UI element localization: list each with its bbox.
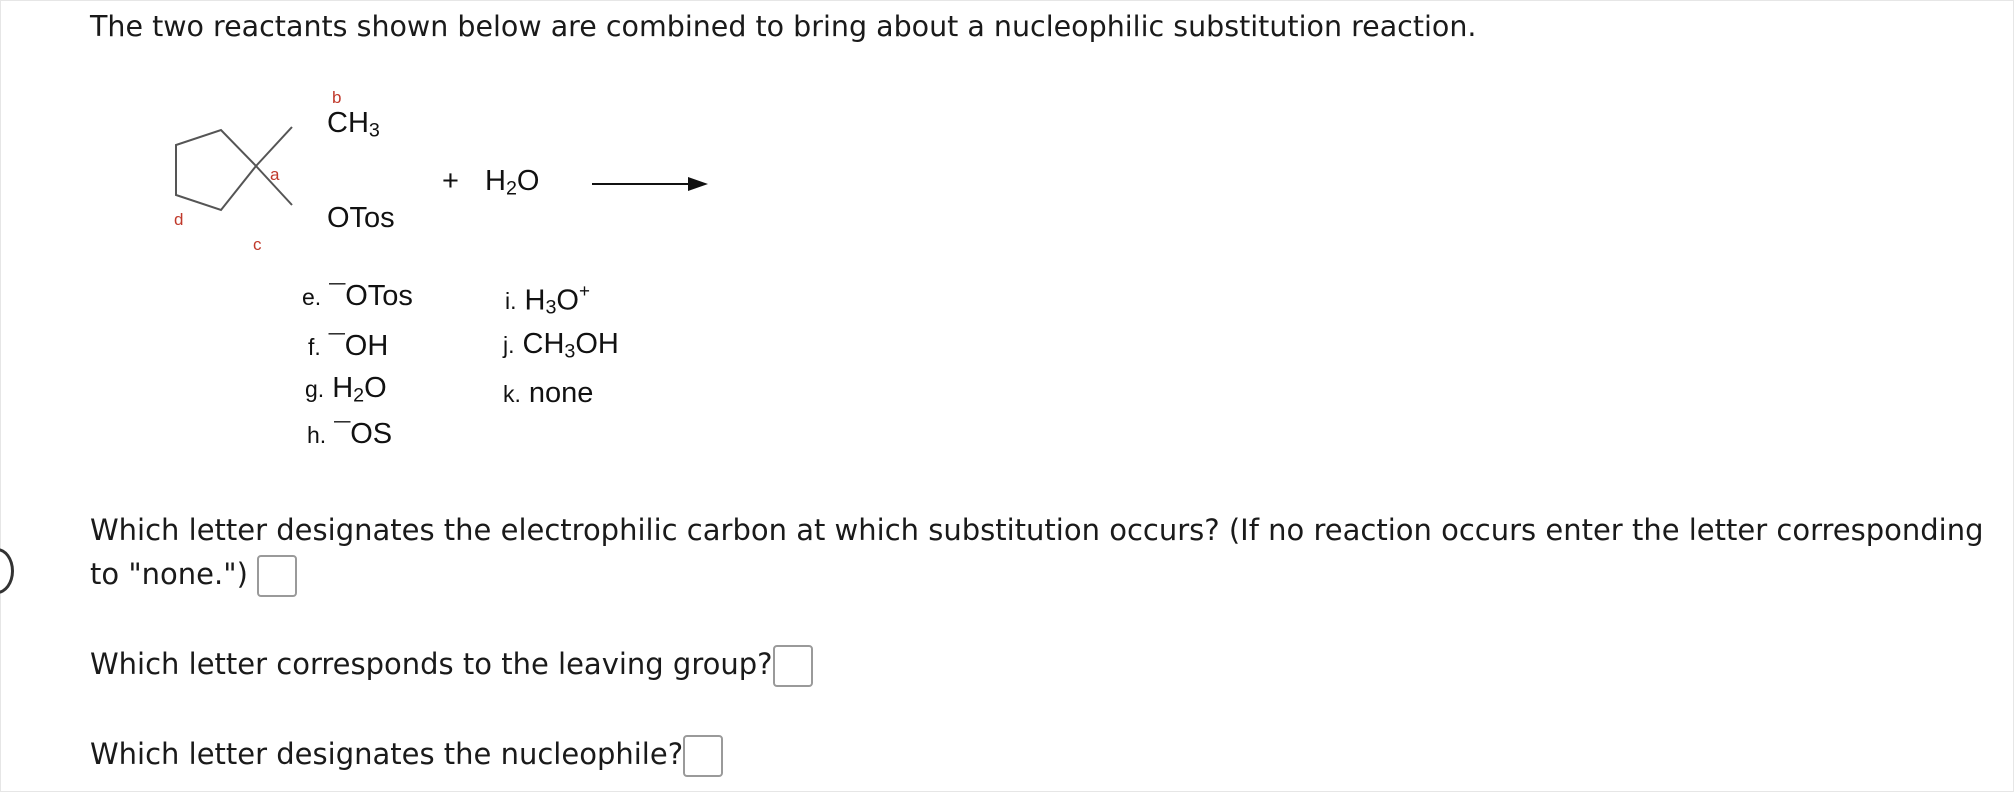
intro-text: The two reactants shown below are combined to bring about a nucleophilic substitution reaction. (90, 10, 1477, 43)
option-g: g. $H_2O$ (305, 372, 387, 407)
reaction-scheme (160, 85, 720, 465)
nucleophile-answer-input[interactable] (683, 735, 723, 777)
ch3-group: $CH_3$ (327, 107, 380, 142)
question-leaving-group: Which letter corresponds to the leaving group? (90, 642, 813, 687)
option-j: j. $CH_3OH$ (503, 328, 619, 363)
option-h: h. ¯OS (307, 418, 393, 450)
otos-group: OTos (327, 202, 395, 234)
question-1-line-1: Which letter designates the electrophilic carbon at which substitution occurs? (If no reaction occurs enter the letter corresponding (90, 513, 1984, 547)
question-1-line-2: to "none.") (90, 552, 1984, 597)
label-b: b (332, 88, 342, 107)
question-electrophilic-carbon (90, 508, 1984, 597)
reaction-arrow-head (688, 177, 708, 191)
option-i: i. $H_3O^+$ (505, 280, 590, 319)
label-a: a (270, 165, 280, 184)
plus-sign: + (442, 165, 459, 197)
cyclopentane-structure (160, 85, 720, 285)
option-k: k. none (503, 377, 594, 409)
label-c: c (253, 235, 262, 254)
option-f: f. ¯OH (308, 330, 389, 362)
question-nucleophile: Which letter designates the nucleophile? (90, 732, 723, 777)
leaving-group-answer-input[interactable] (773, 645, 813, 687)
label-d: d (174, 210, 184, 229)
option-e: e. ¯OTos (302, 280, 413, 312)
electrophilic-carbon-answer-input[interactable] (257, 555, 297, 597)
water-reactant: $H_2O$ (485, 165, 540, 200)
ring-bonds (176, 130, 256, 210)
bond-ch3 (256, 127, 292, 166)
